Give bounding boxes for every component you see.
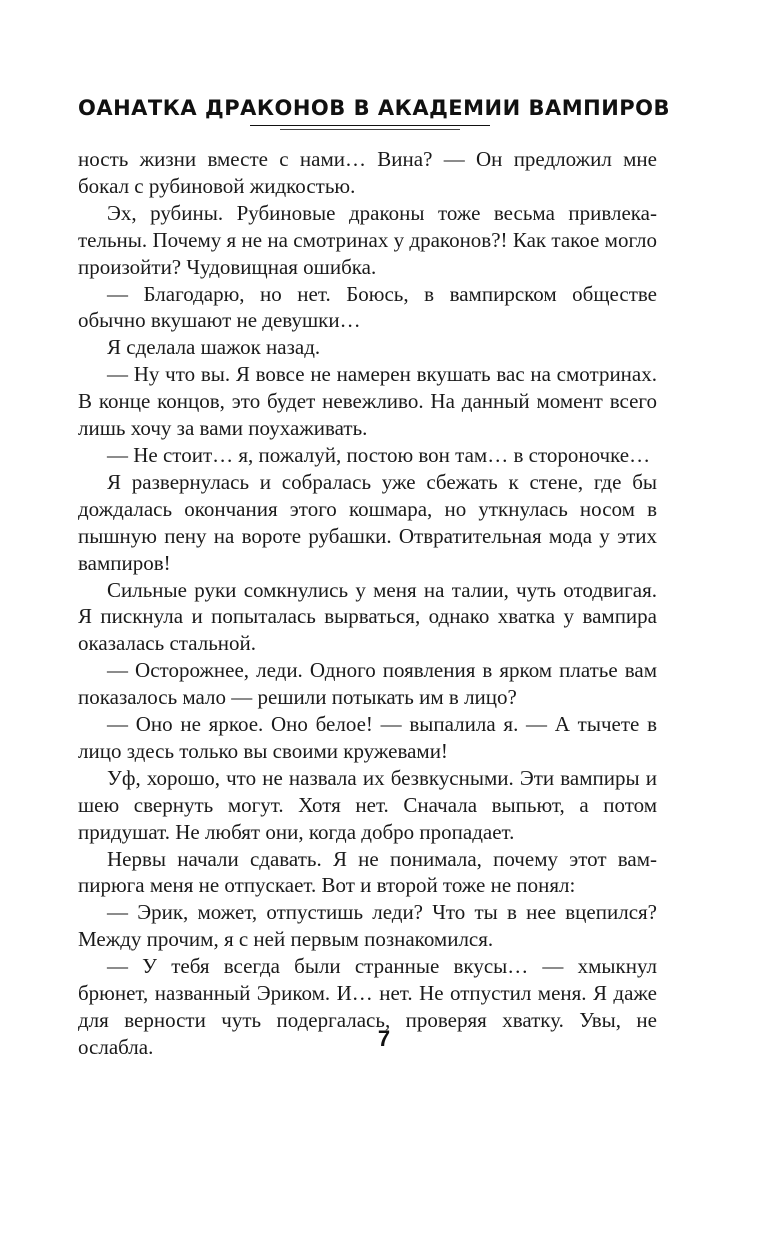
paragraph: — Ну что вы. Я вовсе не намерен вкушать вас на смотринах. В конце концов, это будет невежливо. На данный момент всего лишь хочу за вами поухаживать. [78, 362, 657, 441]
paragraph: Эх, рубины. Рубиновые драконы тоже весьма привлекательны. Почему я не на смотринах у драконов?! Как такое могло произойти? Чудовищная ошибка. [78, 200, 657, 279]
paragraph: — Не стоит… я, пожалуй, постою вон там… в стороночке… [107, 442, 651, 467]
paragraph: — Эрик, может, отпустишь леди? Что ты в нее вцепился? Между прочим, я с ней первым познакомился. [78, 900, 657, 952]
paragraph: Нервы начали сдавать. Я не понимала, почему этот вампирюга меня не отпускает. Вот и второй тоже не понял: [78, 846, 657, 898]
page-number: 7 [377, 1026, 391, 1051]
paragraph: Уф, хорошо, что не назвала их безвкусными. Эти вампиры и шею свернуть могут. Хотя нет. Сначала выпьют, а потом придушат. Не любят они, когда добро пропадает. [78, 765, 657, 844]
paragraph: ность жизни вместе с нами… Вина? — Он предложил мне бокал с рубиновой жидкостью. [78, 147, 657, 198]
paragraph: Я развернулась и собралась уже сбежать к стене, где бы дождалась окончания этого кошмара, но уткнулась носом в пышную пену на вороте рубашки. Отвратительная мода у этих вампиров! [78, 469, 657, 575]
header-rule [250, 125, 490, 126]
paragraph: — У тебя всегда были странные вкусы… — хмыкнул брюнет, названный Эриком. И… нет. Не отпустил меня. Я даже для верности чуть подергалась, проверяя хватку. Увы, не ослабла. [78, 954, 657, 1059]
paragraph: — Оно не яркое. Оно белое! — выпалила я. — А тычете в лицо здесь только вы своими кружевами! [78, 712, 657, 763]
paragraph: Сильные руки сомкнулись у меня на талии, чуть отодвигая. Я пискнула и попыталась вырваться, однако хватка у вампира оказалась стальной. [78, 577, 657, 656]
running-title: ОАНАТКА ДРАКОНОВ В АКАДЕМИИ ВАМПИРОВ [78, 96, 671, 120]
paragraph: Я сделала шажок назад. [107, 335, 321, 360]
paragraph: — Благодарю, но нет. Боюсь, в вампирском обществе обычно вкушают не девушки… [78, 281, 657, 333]
body-text [78, 146, 657, 1061]
paragraph: — Осторожнее, леди. Одного появления в ярком платье вам показалось мало — решили потыкать им в лицо? [78, 658, 657, 710]
